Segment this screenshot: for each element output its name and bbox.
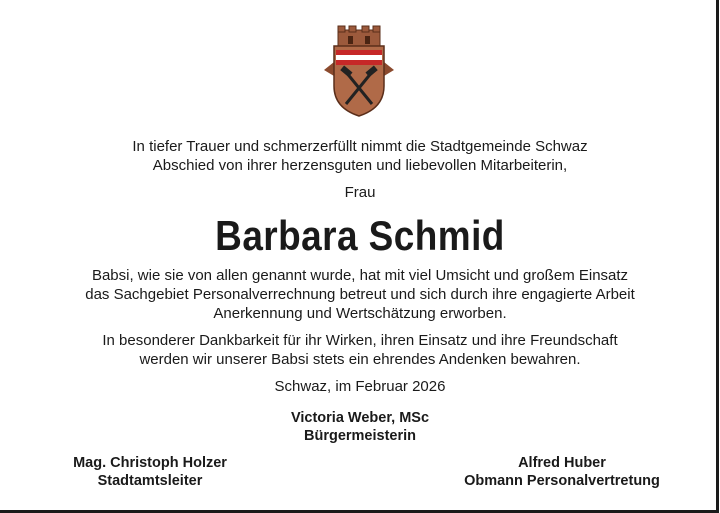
tribute-paragraph-1 — [0, 266, 720, 323]
signer-left — [60, 454, 240, 490]
place-date: Schwaz, im Februar 2026 — [274, 378, 446, 395]
signer-mayor-name: Victoria Weber, MSc — [290, 410, 430, 426]
signer-left-title: Stadtamtsleiter — [97, 473, 203, 489]
salutation: Frau — [344, 184, 376, 201]
intro-line-2: Abschied von ihrer herzensguten und liebevollen Mitarbeiterin, — [152, 157, 568, 174]
signer-right-name: Alfred Huber — [518, 455, 606, 471]
signer-mayor-title: Bürgermeisterin — [303, 428, 416, 444]
deceased-name: Barbara Schmid — [215, 212, 505, 259]
schwaz-coat-of-arms-icon — [322, 24, 396, 120]
tribute-line-1: Babsi, wie sie von allen genannt wurde, hat mit viel Umsicht und großem Einsatz — [91, 267, 629, 284]
signer-right — [452, 454, 672, 490]
signer-mayor — [0, 409, 720, 445]
signer-right-title: Obmann Personalvertretung — [464, 473, 660, 489]
signer-left-name: Mag. Christoph Holzer — [73, 455, 227, 471]
tribute-line-3: Anerkennung und Wertschätzung erworben. — [213, 305, 507, 322]
intro-text — [0, 137, 720, 175]
tribute-line-2: das Sachgebiet Personalverrechnung betreut und sich durch ihre engagierte Arbeit — [85, 286, 635, 303]
intro-line-1: In tiefer Trauer und schmerzerfüllt nimmt die Stadtgemeinde Schwaz — [132, 138, 588, 155]
gratitude-line-1: In besonderer Dankbarkeit für ihr Wirken, ihren Einsatz und ihre Freundschaft — [102, 332, 618, 349]
gratitude-line-2: werden wir unserer Babsi stets ein ehrendes Andenken bewahren. — [139, 351, 581, 368]
tribute-paragraph-2 — [0, 331, 720, 369]
